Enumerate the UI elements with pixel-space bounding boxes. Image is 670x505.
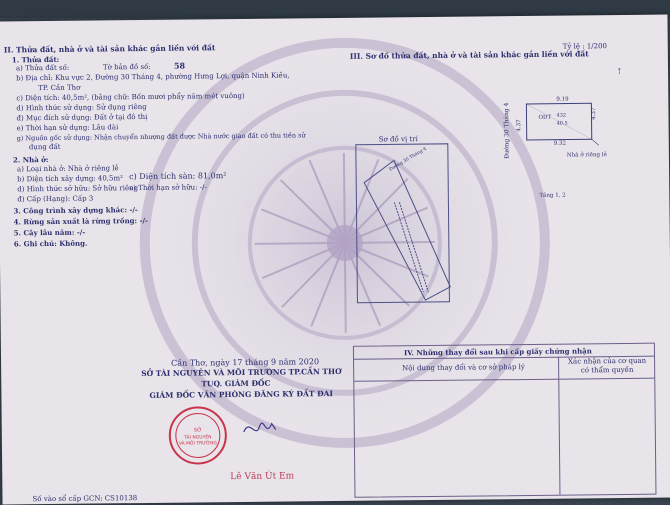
production-forest: 4. Rừng sản xuất là rừng trồng: -/- bbox=[13, 215, 148, 227]
parcel-area-diagram: 40.5 bbox=[556, 120, 568, 127]
changes-col-confirm: Xác nhận của cơ quan có thẩm quyền bbox=[567, 356, 647, 375]
ownership-term: e) Thời hạn sở hữu: -/- bbox=[129, 183, 207, 193]
section3-title: III. Sơ đồ thửa đất, nhà ở và tài sản khác gắn liền với đất bbox=[349, 49, 589, 61]
parcel-number-diagram: 432 bbox=[556, 112, 567, 119]
compass-north-icon: ⇡ bbox=[616, 66, 623, 77]
tuq-director: TUQ. GIÁM ĐỐC bbox=[201, 378, 271, 389]
svg-text:VÀ MÔI TRƯỜNG: VÀ MÔI TRƯỜNG bbox=[178, 441, 218, 447]
land-certificate-page bbox=[0, 15, 670, 505]
ownership-form: d) Hình thức sở hữu: Sở hữu riêng bbox=[17, 184, 139, 194]
use-origin: g) Nguồn gốc sử dụng: Nhận chuyển nhượng đất được Nhà nước giao đất có thu tiền sử bbox=[16, 131, 306, 143]
dim-bottom: 9.32 bbox=[553, 140, 567, 147]
floors-label: Tầng 1, 2 bbox=[539, 192, 566, 199]
parcel-code: ODT bbox=[538, 114, 552, 121]
section2-title: II. Thửa đất, nhà ở và tài sản khác gắn liền với đất bbox=[3, 43, 216, 55]
use-purpose: đ) Mục đích sử dụng: Đất ở tại đô thị bbox=[16, 112, 148, 123]
location-map-label: Sơ đồ vị trí bbox=[378, 135, 418, 144]
use-origin-cont: dụng đất bbox=[28, 142, 61, 152]
changes-col-content: Nội dung thay đổi và cơ sở pháp lý bbox=[402, 363, 525, 373]
certificate-number: Số vào sổ cấp GCN: CS10138 bbox=[32, 494, 138, 504]
place-date: Cần Thơ, ngày 17 tháng 9 năm 2020 bbox=[171, 357, 320, 368]
office-director: GIÁM ĐỐC VĂN PHÒNG ĐĂNG KÝ ĐẤT ĐAI bbox=[149, 389, 333, 400]
signature bbox=[240, 414, 280, 444]
changes-columns-row bbox=[354, 356, 654, 382]
signer-name: Lê Văn Út Em bbox=[230, 471, 295, 483]
build-area: b) Diện tích xây dựng: 40,5m² bbox=[17, 174, 123, 184]
house-type: a) Loại nhà ở: Nhà ở riêng lẻ bbox=[16, 164, 119, 174]
use-term: e) Thời hạn sử dụng: Lâu dài bbox=[16, 123, 119, 133]
land-heading: 1. Thửa đất: bbox=[11, 54, 60, 65]
official-stamp bbox=[167, 404, 230, 467]
road-label-vertical: Đường 30 Tháng 4 bbox=[503, 102, 511, 159]
other-construction: 3. Công trình xây dựng khác: -/- bbox=[13, 205, 138, 216]
notes: 6. Ghi chú: Không. bbox=[13, 238, 88, 249]
department: SỞ TÀI NGUYÊN VÀ MÔI TRƯỜNG TP.CẦN THƠ bbox=[141, 366, 342, 379]
changes-table bbox=[353, 343, 657, 498]
house-label-diagram: Nhà ở riêng lẻ bbox=[566, 152, 607, 159]
svg-text:TÀI NGUYÊN: TÀI NGUYÊN bbox=[184, 435, 212, 441]
dim-top: 9.19 bbox=[556, 96, 569, 103]
house-heading: 2. Nhà ở: bbox=[12, 154, 49, 165]
parcel-number: a) Thửa đất số: bbox=[15, 63, 70, 73]
map-sheet-number: 58 bbox=[173, 60, 186, 71]
house-grade: đ) Cấp (Hạng): Cấp 3 bbox=[17, 194, 94, 204]
use-form: d) Hình thức sử dụng: Sử dụng riêng bbox=[16, 102, 147, 113]
map-scale: Tỷ lệ : 1/200 bbox=[562, 42, 608, 51]
svg-text:SỞ: SỞ bbox=[193, 427, 202, 434]
land-area: c) Diện tích: 40,5m², (bằng chữ: Bốn mươi phẩy năm mét vuông) bbox=[16, 91, 245, 103]
floor-area: c) Diện tích sàn: 81,0m² bbox=[129, 171, 227, 182]
dim-left: 4.37 bbox=[516, 119, 523, 132]
road-label: Đường 30 Tháng 4 bbox=[388, 146, 428, 173]
changes-title: IV. Những thay đổi sau khi cấp giấy chứng nhận bbox=[403, 346, 592, 358]
city: TP. Cần Thơ bbox=[38, 83, 81, 93]
map-sheet-label: Tờ bản đồ số: bbox=[102, 62, 151, 72]
perennial-trees: 5. Cây lâu năm: -/- bbox=[13, 227, 86, 238]
dim-right: 4.37 bbox=[591, 107, 598, 120]
address: b) Địa chỉ: Khu vực 2, Đường 30 Tháng 4, phường Hưng Lợi, quận Ninh Kiều, bbox=[16, 71, 290, 83]
